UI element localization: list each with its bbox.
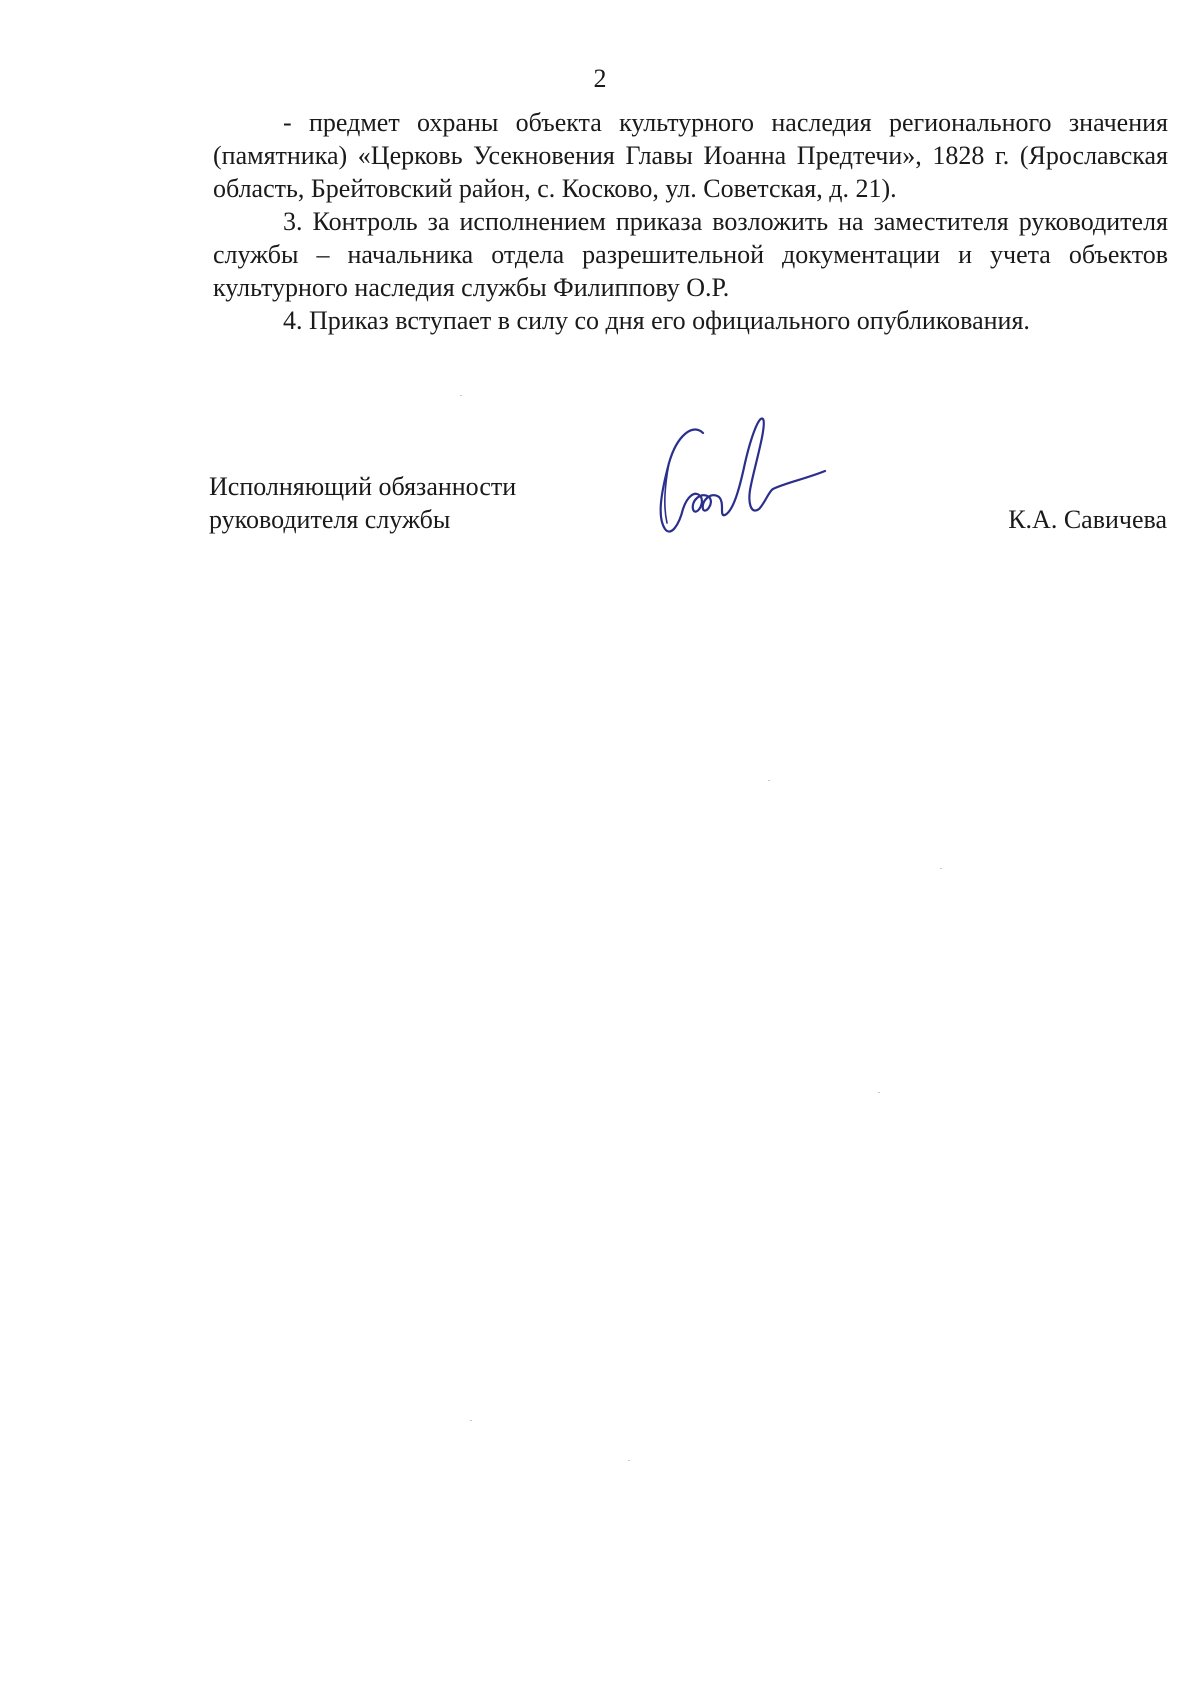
paragraph-protection-subject: - предмет охраны объекта культурного наследия регионального значения (памятника) «Церковь Усекновения Главы Иоанна Предтечи», 1828 г. (Ярославская область, Брейтовский район, с. Косково, ул. Советская, д. 21). [213, 108, 1168, 203]
paragraph-effective-date: 4. Приказ вступает в силу со дня его официального опубликования. [283, 306, 1030, 335]
scan-speck [470, 1420, 472, 1421]
paragraph-control: 3. Контроль за исполнением приказа возложить на заместителя руководителя службы – начальника отдела разрешительной документации и учета объектов культурного наследия службы Филиппову О.Р. [213, 207, 1168, 302]
document-body [213, 106, 1168, 337]
signer-name: К.А. Савичева [1008, 505, 1167, 534]
position-line-1: Исполняющий обязанности [209, 472, 517, 501]
scan-speck [628, 1460, 630, 1461]
scan-speck [460, 395, 462, 396]
handwritten-signature [655, 405, 855, 555]
page-number: 2 [593, 64, 607, 93]
scan-speck [940, 868, 942, 869]
position-line-2: руководителя службы [209, 505, 451, 534]
scan-speck [768, 780, 770, 781]
signatory-position [209, 470, 516, 536]
scan-speck [878, 1092, 880, 1093]
